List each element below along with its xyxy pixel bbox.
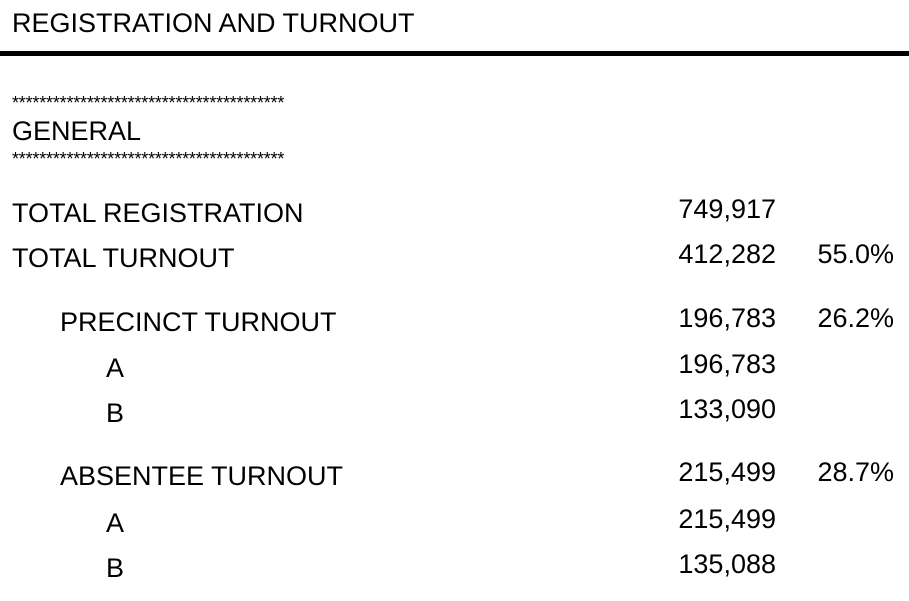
row-label-absentee-a: A — [106, 508, 125, 538]
section-heading: GENERAL — [12, 116, 142, 146]
title-divider — [0, 51, 909, 56]
row-label-precinct-a: A — [106, 353, 125, 383]
row-label-total-registration: TOTAL REGISTRATION — [12, 198, 304, 228]
row-label-total-turnout: TOTAL TURNOUT — [12, 243, 235, 273]
row-value-precinct-turnout: 196,783 — [678, 303, 776, 333]
report-title: REGISTRATION AND TURNOUT — [12, 8, 415, 38]
section-stars-top: **************************************** — [12, 93, 285, 113]
row-value-total-turnout: 412,282 — [678, 239, 776, 269]
section-stars-bottom: **************************************** — [12, 149, 285, 169]
row-label-precinct-turnout: PRECINCT TURNOUT — [60, 307, 337, 337]
row-value-precinct-b: 133,090 — [678, 394, 776, 424]
row-pct-precinct-turnout: 26.2% — [817, 303, 894, 333]
row-value-total-registration: 749,917 — [678, 194, 776, 224]
row-pct-total-turnout: 55.0% — [817, 239, 894, 269]
row-value-absentee-turnout: 215,499 — [678, 457, 776, 487]
row-value-absentee-b: 135,088 — [678, 549, 776, 579]
row-pct-absentee-turnout: 28.7% — [817, 457, 894, 487]
row-value-precinct-a: 196,783 — [678, 349, 776, 379]
row-value-absentee-a: 215,499 — [678, 504, 776, 534]
row-label-absentee-b: B — [106, 553, 125, 583]
row-label-absentee-turnout: ABSENTEE TURNOUT — [60, 461, 344, 491]
row-label-precinct-b: B — [106, 398, 125, 428]
